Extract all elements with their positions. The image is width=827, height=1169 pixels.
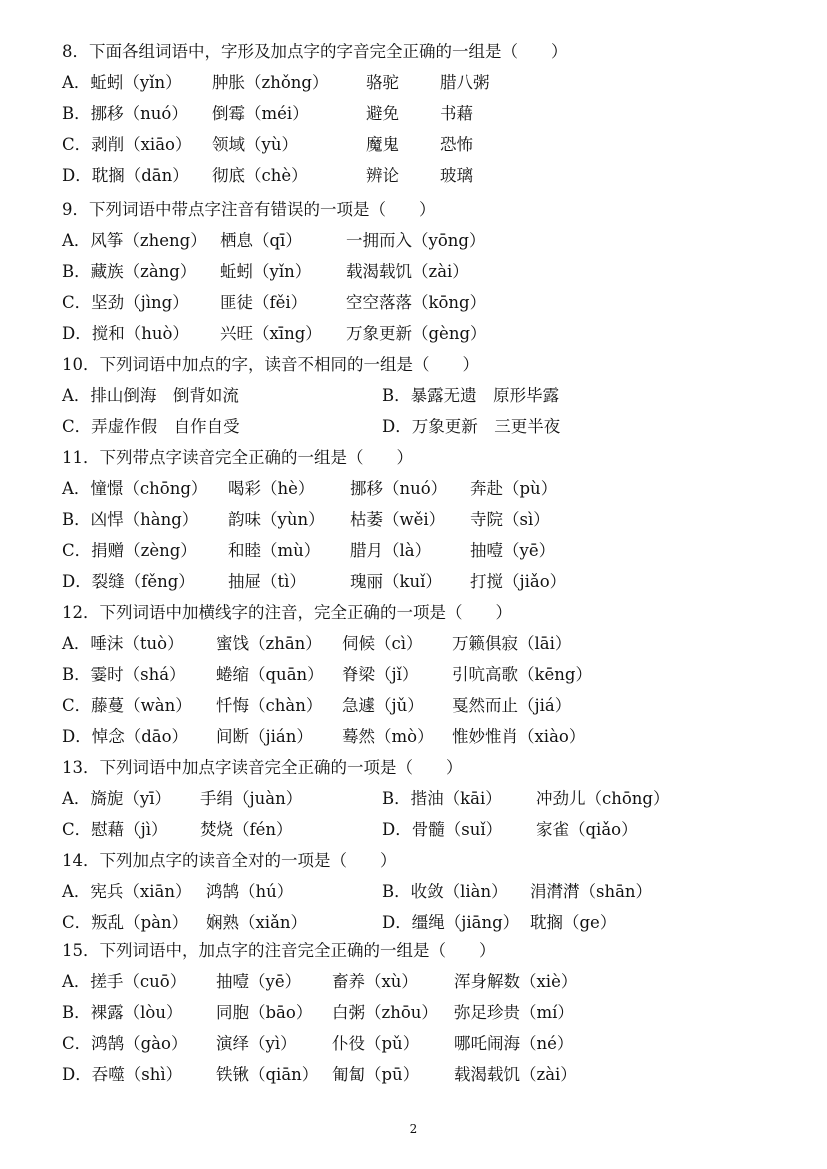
option-row (62, 721, 586, 752)
question-stem: 15．下列词语中，加点字的注音完全正确的一组是（ ） (62, 941, 496, 960)
option-item: 引吭高歌（kēng） (452, 665, 592, 684)
option-item: D．搅和（huò） (62, 324, 189, 343)
option-item: 浑身解数（xiè） (454, 972, 578, 991)
option-item: 匍匐（pū） (332, 1065, 420, 1084)
option-row (62, 1028, 574, 1059)
option-item: 惟妙惟肖（xiào） (452, 727, 586, 746)
option-row (62, 566, 567, 597)
option-row (62, 907, 617, 938)
option-item: 娴熟（xiǎn） (206, 913, 308, 932)
option-item: B．裸露（lòu） (62, 1003, 183, 1022)
question-stem: 14．下列加点字的读音全对的一项是（ ） (62, 851, 397, 870)
option-item: D．万象更新 三更半夜 (382, 417, 561, 436)
option-item: 恐怖 (440, 135, 473, 154)
option-row (62, 160, 568, 191)
option-item: D．裂缝（fěng） (62, 572, 195, 591)
option-item: 冲劲儿（chōng） (536, 789, 670, 808)
option-item: 挪移（nuó） (350, 479, 448, 498)
option-item: 骆驼 (366, 73, 399, 92)
option-item: C．坚劲（jìng） (62, 293, 189, 312)
option-item: 万籁俱寂（lāi） (452, 634, 572, 653)
option-item: 涓潸潸（shān） (530, 882, 653, 901)
option-item: 弥足珍贵（mí） (454, 1003, 574, 1022)
option-item: A．排山倒海 倒背如流 (62, 386, 239, 405)
option-item: D．缰绳（jiāng） (382, 913, 520, 932)
option-item: 寺院（sì） (470, 510, 550, 529)
option-row (62, 783, 670, 814)
option-item: 打搅（jiǎo） (470, 572, 567, 591)
option-item: 抽噎（yē） (470, 541, 556, 560)
option-item: 间断（jián） (216, 727, 313, 746)
option-item: D．耽搁（dān） (62, 166, 189, 185)
option-item: C．慰藉（jì） (62, 820, 168, 839)
question-stem: 9．下列词语中带点字注音有错误的一项是（ ） (62, 200, 436, 219)
question-stem: 12．下列词语中加横线字的注音，完全正确的一项是（ ） (62, 603, 512, 622)
question-15 (62, 935, 578, 1090)
option-item: 忏悔（chàn） (216, 696, 323, 715)
option-item: A．憧憬（chōng） (62, 479, 208, 498)
option-item: B．藏族（zàng） (62, 262, 197, 281)
question-14 (62, 845, 653, 938)
option-row (62, 256, 469, 287)
option-item: 伺候（cì） (342, 634, 423, 653)
option-item: D．吞噬（shì） (62, 1065, 183, 1084)
option-item: 抽屉（tì） (228, 572, 306, 591)
option-item: 蜷缩（quān） (216, 665, 324, 684)
question-11 (62, 442, 567, 597)
option-item: C．剥削（xiāo） (62, 135, 192, 154)
option-item: 载渴载饥（zài） (454, 1065, 577, 1084)
option-item: B．揩油（kāi） (382, 789, 502, 808)
option-row (62, 411, 561, 442)
option-item: 载渴载饥（zài） (346, 262, 469, 281)
option-item: 瑰丽（kuǐ） (350, 572, 442, 591)
option-row (62, 966, 578, 997)
option-row (62, 535, 556, 566)
option-item: 抽噎（yē） (216, 972, 302, 991)
option-item: 万象更新（gèng） (346, 324, 487, 343)
option-item: 仆役（pǔ） (332, 1034, 420, 1053)
question-12 (62, 597, 592, 752)
question-stem: 8．下面各组词语中，字形及加点字的字音完全正确的一组是（ ） (62, 42, 568, 61)
option-item: 铁锹（qiān） (216, 1065, 319, 1084)
option-row (62, 129, 568, 160)
option-item: 魔鬼 (366, 135, 399, 154)
question-10 (62, 349, 561, 442)
option-row (62, 876, 653, 907)
option-row (62, 997, 574, 1028)
option-item: A．旖旎（yī） (62, 789, 172, 808)
option-item: 急遽（jǔ） (342, 696, 424, 715)
option-item: 彻底（chè） (212, 166, 308, 185)
option-item: 匪徒（fěi） (220, 293, 308, 312)
option-item: 蓦然（mò） (342, 727, 434, 746)
option-row (62, 318, 487, 349)
option-item: 韵味（yùn） (228, 510, 325, 529)
option-item: 避免 (366, 104, 399, 123)
question-13 (62, 752, 670, 845)
option-row (62, 287, 487, 318)
option-item: A．唾沫（tuò） (62, 634, 184, 653)
option-item: 书藉 (440, 104, 473, 123)
question-9 (62, 194, 487, 349)
page-number: 2 (409, 1122, 418, 1136)
option-item: 肿胀（zhǒng） (212, 73, 329, 92)
option-item: 演绎（yì） (216, 1034, 297, 1053)
option-item: B．挪移（nuó） (62, 104, 188, 123)
option-item: A．宪兵（xiān） (62, 882, 192, 901)
option-item: C．藤蔓（wàn） (62, 696, 192, 715)
option-item: 腊八粥 (440, 73, 490, 92)
option-item: C．叛乱（pàn） (62, 913, 189, 932)
option-item: 喝彩（hè） (228, 479, 315, 498)
option-item: 哪吒闹海（né） (454, 1034, 574, 1053)
option-row (62, 473, 558, 504)
option-item: 白粥（zhōu） (332, 1003, 438, 1022)
option-item: 鸿鹄（hú） (206, 882, 294, 901)
option-item: 兴旺（xīng） (220, 324, 322, 343)
option-item: 同胞（bāo） (216, 1003, 313, 1022)
option-row (62, 659, 592, 690)
option-row (62, 67, 568, 98)
option-item: C．鸿鹄（gào） (62, 1034, 188, 1053)
option-item: A．搓手（cuō） (62, 972, 187, 991)
option-item: 焚烧（fén） (200, 820, 293, 839)
question-stem: 11．下列带点字读音完全正确的一组是（ ） (62, 448, 413, 467)
option-item: 蚯蚓（yǐn） (220, 262, 312, 281)
option-row (62, 690, 572, 721)
option-item: 畜养（xù） (332, 972, 418, 991)
option-item: B．霎时（shá） (62, 665, 186, 684)
option-item: 腊月（là） (350, 541, 432, 560)
option-item: B．暴露无遗 原形毕露 (382, 386, 560, 405)
option-item: 枯萎（wěi） (350, 510, 446, 529)
option-item: A．蚯蚓（yǐn） (62, 73, 182, 92)
option-item: 戛然而止（jiá） (452, 696, 572, 715)
option-row (62, 814, 638, 845)
option-item: A．风筝（zheng） (62, 231, 207, 250)
option-item: B．凶悍（hàng） (62, 510, 199, 529)
option-item: 耽搁（ge） (530, 913, 617, 932)
option-item: 脊梁（jǐ） (342, 665, 419, 684)
option-item: 栖息（qī） (220, 231, 302, 250)
option-item: 倒霉（méi） (212, 104, 309, 123)
option-item: 手绢（juàn） (200, 789, 303, 808)
option-item: 一拥而入（yōng） (346, 231, 486, 250)
option-item: D．悼念（dāo） (62, 727, 189, 746)
option-item: 奔赴（pù） (470, 479, 558, 498)
option-item: 和睦（mù） (228, 541, 321, 560)
option-item: C．捐赠（zèng） (62, 541, 197, 560)
option-row (62, 628, 572, 659)
question-stem: 13．下列词语中加点字读音完全正确的一项是（ ） (62, 758, 463, 777)
option-row (62, 98, 568, 129)
option-row (62, 380, 560, 411)
option-item: D．骨髓（suǐ） (382, 820, 503, 839)
option-item: 领域（yù） (212, 135, 298, 154)
option-item: 玻璃 (440, 166, 473, 185)
option-item: 蜜饯（zhān） (216, 634, 322, 653)
option-item: 辨论 (366, 166, 399, 185)
option-item: 空空落落（kōng） (346, 293, 487, 312)
option-item: C．弄虚作假 自作自受 (62, 417, 240, 436)
option-row (62, 1059, 577, 1090)
option-row (62, 225, 486, 256)
option-item: 家雀（qiǎo） (536, 820, 638, 839)
question-8 (62, 36, 568, 191)
question-stem: 10．下列词语中加点的字，读音不相同的一组是（ ） (62, 355, 479, 374)
option-item: B．收敛（liàn） (382, 882, 508, 901)
option-row (62, 504, 550, 535)
